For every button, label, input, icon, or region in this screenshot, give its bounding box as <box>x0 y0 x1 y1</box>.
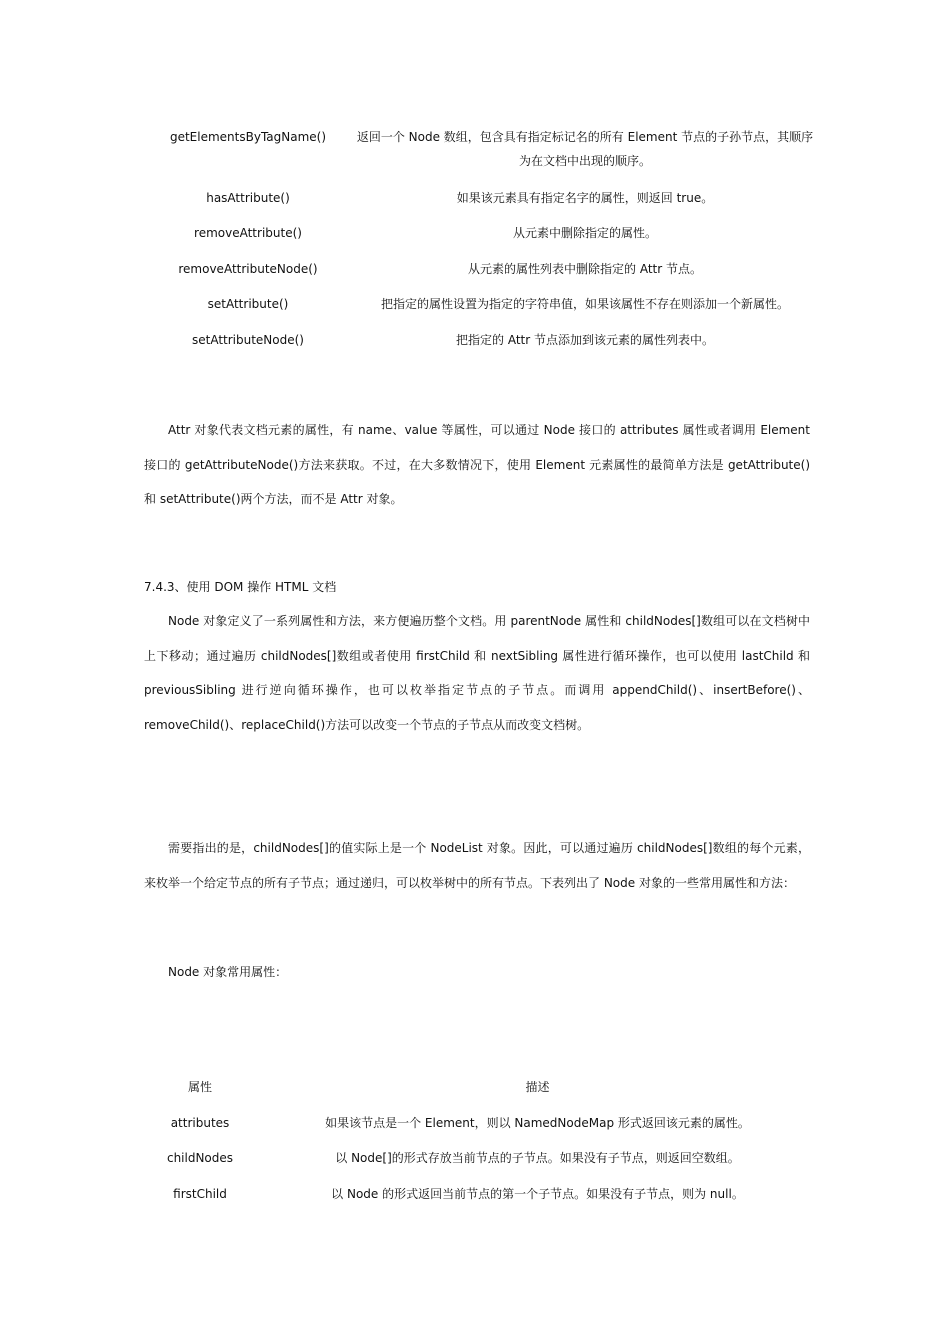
attr-paragraph: Attr 对象代表文档元素的属性，有 name、value 等属性，可以通过 Node 接口的 attributes 属性或者调用 Element 接口的 getAttributeNode()方法来获取。不过，在大多数情况下，使用 Element 元素属性的最简单方法是 getAttribute()和 setAttribute()两个方法，而不是 Attr 对象。 <box>144 423 810 506</box>
property-name: attributes <box>170 1116 230 1130</box>
method-name: getElementsByTagName() <box>169 130 327 144</box>
method-description: 把指定的属性设置为指定的字符串值，如果该属性不存在则添加一个新属性。 <box>380 297 789 311</box>
method-name: removeAttributeNode() <box>178 262 318 276</box>
property-description: 以 Node 的形式返回当前节点的第一个子节点。如果没有子节点，则为 null。 <box>331 1187 744 1201</box>
method-description: 把指定的 Attr 节点添加到该元素的属性列表中。 <box>456 333 714 347</box>
method-name: setAttribute() <box>207 297 289 311</box>
property-description: 如果该节点是一个 Element，则以 NamedNodeMap 形式返回该元素的属性。 <box>325 1116 750 1130</box>
method-name: removeAttribute() <box>194 226 302 240</box>
method-description: 从元素的属性列表中删除指定的 Attr 节点。 <box>468 262 702 276</box>
method-name: setAttributeNode() <box>191 333 304 347</box>
node-intro-paragraph: Node 对象定义了一系列属性和方法，来方便遍历整个文档。用 parentNode 属性和 childNodes[]数组可以在文档树中上下移动；通过遍历 childNodes[]数组或者使用 firstChild 和 nextSibling 属性进行循环操作，也可以使用 lastChild 和 previousSibling 进行逆向循环操作，也可以枚举指定节点的子节点。而调用 appendChild()、insertBefore()、removeChild()、replaceChild()方法可以改变一个节点的子节点从而改变文档树。 <box>144 614 810 732</box>
method-name: hasAttribute() <box>206 191 290 205</box>
childnodes-paragraph: 需要指出的是，childNodes[]的值实际上是一个 NodeList 对象。因此，可以通过遍历 childNodes[]数组的每个元素，来枚举一个给定节点的所有子节点；通过递归，可以枚举树中的所有节点。下表列出了 Node 对象的一些常用属性和方法： <box>144 841 810 890</box>
property-name: childNodes <box>166 1151 234 1165</box>
method-description: 如果该元素具有指定名字的属性，则返回 true。 <box>456 191 714 205</box>
header-property: 属性 <box>187 1080 212 1094</box>
method-description: 返回一个 Node 数组，包含具有指定标记名的所有 Element 节点的子孙节点，其顺序为在文档中出现的顺序。 <box>356 130 814 168</box>
property-description: 以 Node[]的形式存放当前节点的子节点。如果没有子节点，则返回空数组。 <box>335 1151 740 1165</box>
property-name: firstChild <box>173 1187 227 1201</box>
props-label: Node 对象常用属性： <box>168 965 288 979</box>
section-heading: 7.4.3、使用 DOM 操作 HTML 文档 <box>144 580 337 594</box>
method-description: 从元素中删除指定的属性。 <box>512 226 657 240</box>
header-description: 描述 <box>525 1080 550 1094</box>
